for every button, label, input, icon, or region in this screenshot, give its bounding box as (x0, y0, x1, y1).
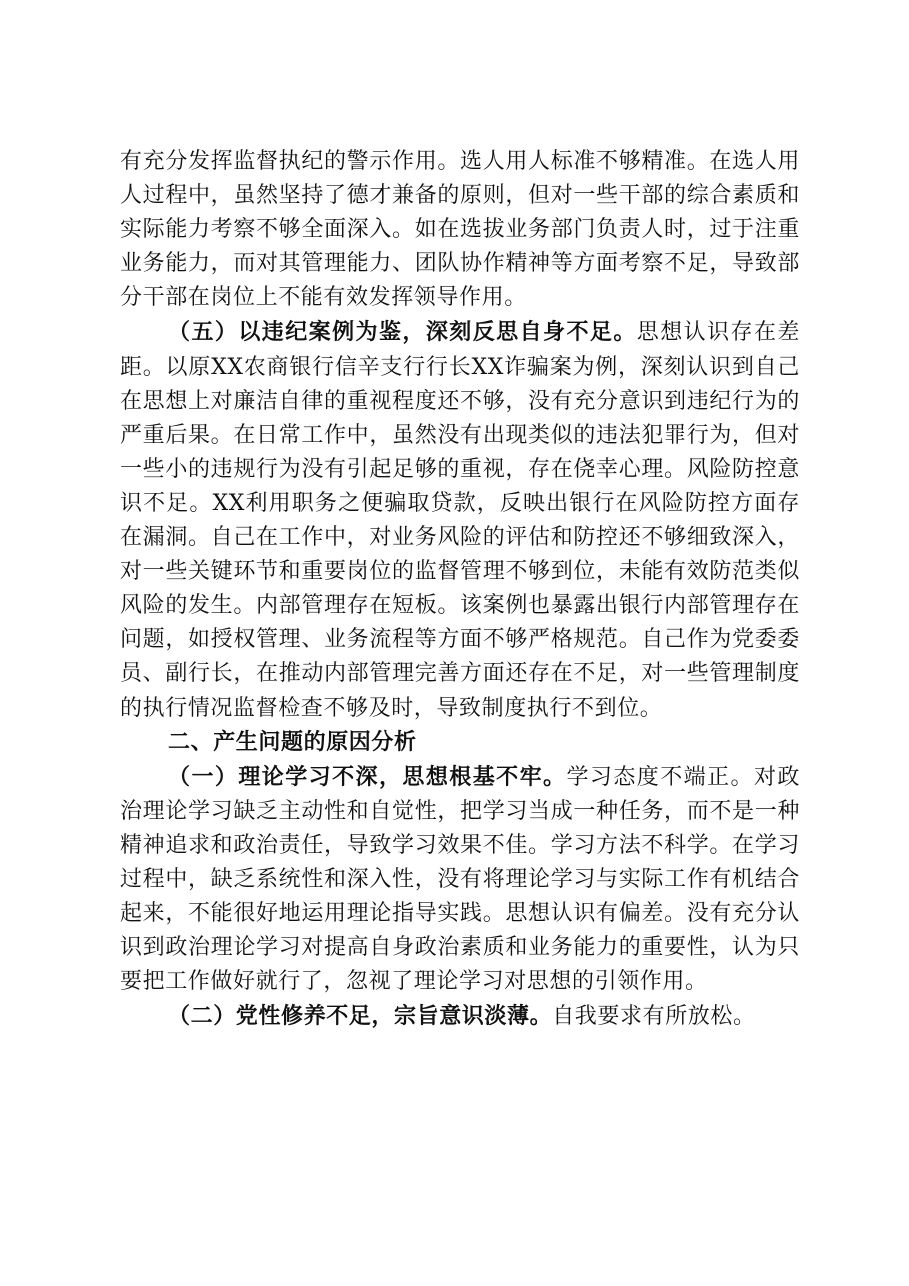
paragraph-continuation (120, 145, 800, 315)
paragraph-cause-1 (120, 760, 800, 1000)
section-lead-cause-2: （二）党性修养不足，宗旨意识淡薄。 (168, 1003, 553, 1030)
document-body (120, 145, 800, 1034)
paragraph-section-5 (120, 315, 800, 725)
paragraph-text: 学习态度不端正。对政治理论学习缺乏主动性和自觉性，把学习当成一种任务，而不是一种精神追求和政治责任，导致学习效果不佳。学习方法不科学。在学习过程中，缺乏系统性和深入性，没有将理论学习与实际工作有机结合起来，不能很好地运用理论指导实践。思想认识有偏差。没有充分认识到政治理论学习对提高自身政治素质和业务能力的重要性，认为只要把工作做好就行了，忽视了理论学习对思想的引领作用。 (120, 764, 800, 995)
section-heading-cause-analysis: 二、产生问题的原因分析 (168, 729, 417, 755)
paragraph-text: 自我要求有所放松。 (552, 1004, 756, 1030)
paragraph-text: 有充分发挥监督执纪的警示作用。选人用人标准不够精准。在选人用人过程中，虽然坚持了德才兼备的原则，但对一些干部的综合素质和实际能力考察不够全面深入。如在选拔业务部门负责人时，过于注重业务能力，而对其管理能力、团队协作精神等方面考察不足，导致部分干部在岗位上不能有效发挥领导作用。 (120, 149, 800, 311)
paragraph-text: 思想认识存在差距。以原XX农商银行信辛支行行长XX诈骗案为例，深刻认识到自己在思想上对廉洁自律的重视程度还不够，没有充分意识到违纪行为的严重后果。在日常工作中，虽然没有出现类似的违法犯罪行为，但对一些小的违规行为没有引起足够的重视，存在侥幸心理。风险防控意识不足。XX利用职务之便骗取贷款，反映出银行在风险防控方面存在漏洞。自己在工作中，对业务风险的评估和防控还不够细致深入，对一些关键环节和重要岗位的监督管理不够到位，未能有效防范类似风险的发生。内部管理存在短板。该案例也暴露出银行内部管理存在问题，如授权管理、业务流程等方面不够严格规范。自己作为党委委员、副行长，在推动内部管理完善方面还存在不足，对一些管理制度的执行情况监督检查不够及时，导致制度执行不到位。 (120, 320, 800, 721)
paragraph-cause-2 (120, 999, 800, 1034)
section-lead-5: （五）以违纪案例为鉴，深刻反思自身不足。 (168, 319, 637, 346)
section-lead-cause-1: （一）理论学习不深，思想根基不牢。 (168, 763, 567, 790)
